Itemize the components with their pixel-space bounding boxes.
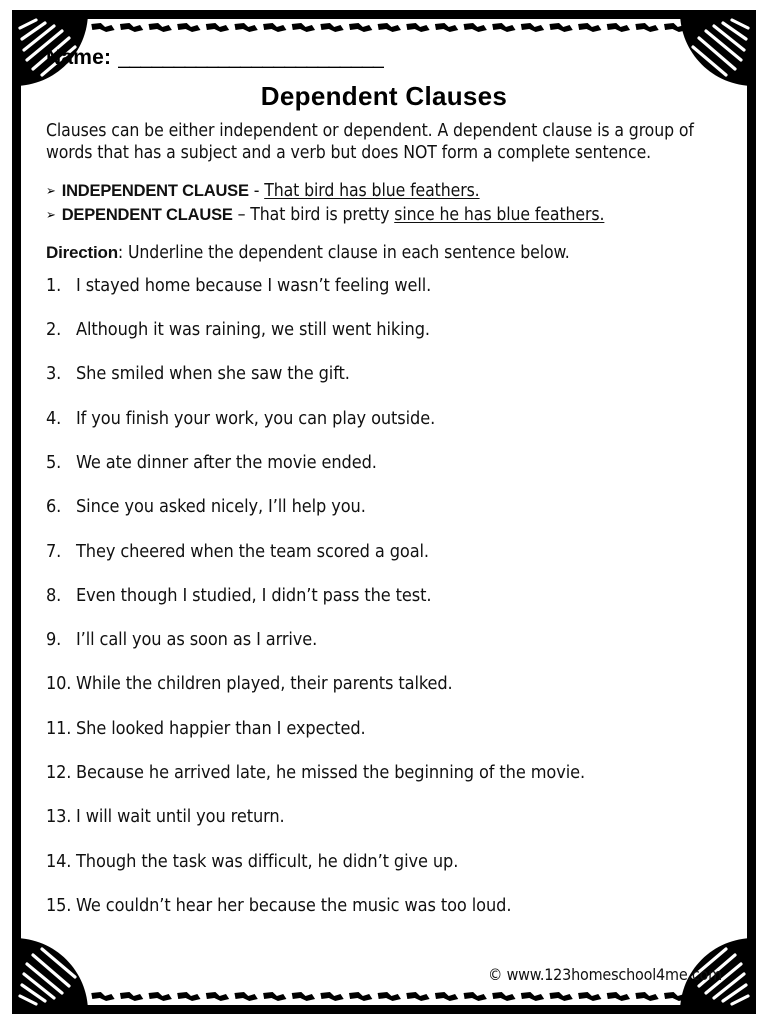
question-number: 10. bbox=[46, 673, 72, 695]
list-item bbox=[46, 204, 722, 227]
bottom-dashed-border bbox=[34, 990, 734, 1004]
table-row[interactable] bbox=[46, 895, 722, 939]
question-number: 6. bbox=[46, 496, 62, 518]
question-text: They cheered when the team scored a goal. bbox=[76, 540, 429, 562]
table-row[interactable] bbox=[46, 629, 722, 673]
example-label: DEPENDENT CLAUSE bbox=[61, 205, 233, 224]
question-number: 8. bbox=[46, 584, 62, 606]
question-text: Even though I studied, I didn’t pass the test. bbox=[76, 584, 432, 606]
table-row[interactable] bbox=[46, 806, 722, 850]
question-number: 1. bbox=[46, 274, 62, 296]
example-body bbox=[62, 180, 480, 203]
question-text: Though the task was difficult, he didn’t give up. bbox=[76, 850, 459, 872]
top-dashed-border bbox=[34, 22, 734, 36]
question-number: 5. bbox=[46, 451, 62, 473]
bullet-arrow-icon: ➢ bbox=[46, 184, 56, 200]
bullet-arrow-icon: ➢ bbox=[46, 207, 56, 223]
table-row[interactable] bbox=[46, 319, 722, 363]
table-row[interactable] bbox=[46, 851, 722, 895]
page-title: Dependent Clauses bbox=[260, 81, 508, 111]
question-text: I stayed home because I wasn’t feeling well. bbox=[76, 274, 432, 296]
question-text: She looked happier than I expected. bbox=[76, 717, 366, 739]
questions-list bbox=[46, 275, 722, 939]
question-number: 4. bbox=[46, 407, 62, 429]
table-row[interactable] bbox=[46, 541, 722, 585]
intro-paragraph: Clauses can be either independent or dependent. A dependent clause is a group of words that has a subject and a verb but does NOT form a complete sentence. bbox=[46, 120, 694, 164]
table-row[interactable] bbox=[46, 452, 722, 496]
question-number: 7. bbox=[46, 540, 62, 562]
question-text: We ate dinner after the movie ended. bbox=[76, 451, 377, 473]
question-text: Although it was raining, we still went hiking. bbox=[76, 319, 430, 341]
question-text: We couldn’t hear her because the music was too loud. bbox=[76, 894, 512, 916]
name-label: Name: bbox=[46, 46, 112, 69]
question-number: 9. bbox=[46, 629, 62, 651]
table-row[interactable] bbox=[46, 496, 722, 540]
example-prefix: That bird is pretty bbox=[250, 204, 395, 225]
direction-label: Direction bbox=[46, 242, 118, 262]
name-field-row bbox=[46, 46, 722, 76]
question-number: 13. bbox=[46, 806, 72, 828]
question-text: I’ll call you as soon as I arrive. bbox=[76, 629, 318, 651]
table-row[interactable] bbox=[46, 585, 722, 629]
list-item bbox=[46, 180, 722, 203]
table-row[interactable] bbox=[46, 363, 722, 407]
question-text: If you finish your work, you can play outside. bbox=[76, 407, 436, 429]
question-number: 12. bbox=[46, 761, 72, 783]
question-number: 14. bbox=[46, 850, 72, 872]
question-number: 15. bbox=[46, 894, 72, 916]
name-write-in-line[interactable]: ________________________ bbox=[118, 46, 385, 69]
table-row[interactable] bbox=[46, 718, 722, 762]
example-label: INDEPENDENT CLAUSE bbox=[61, 182, 249, 201]
table-row[interactable] bbox=[46, 673, 722, 717]
question-text: She smiled when she saw the gift. bbox=[76, 363, 350, 385]
example-underlined-clause: That bird has blue feathers. bbox=[264, 181, 480, 202]
table-row[interactable] bbox=[46, 762, 722, 806]
question-text: While the children played, their parents talked. bbox=[76, 673, 453, 695]
question-number: 2. bbox=[46, 319, 62, 341]
direction-text: : Underline the dependent clause in each sentence below. bbox=[117, 242, 570, 263]
example-underlined-clause: since he has blue feathers. bbox=[394, 204, 605, 225]
table-row[interactable] bbox=[46, 408, 722, 452]
question-number: 3. bbox=[46, 363, 62, 385]
worksheet-content bbox=[46, 46, 722, 980]
example-body bbox=[62, 204, 605, 227]
clause-examples-list bbox=[46, 180, 722, 227]
question-text: I will wait until you return. bbox=[76, 806, 285, 828]
question-text: Because he arrived late, he missed the beginning of the movie. bbox=[76, 761, 586, 783]
footer-credit[interactable]: © www.123homeschool4me.com bbox=[488, 965, 722, 984]
direction-line bbox=[46, 242, 722, 265]
example-separator: – bbox=[232, 204, 251, 225]
question-text: Since you asked nicely, I’ll help you. bbox=[76, 496, 366, 518]
example-separator: - bbox=[248, 181, 265, 202]
question-number: 11. bbox=[46, 717, 72, 739]
table-row[interactable] bbox=[46, 275, 722, 319]
